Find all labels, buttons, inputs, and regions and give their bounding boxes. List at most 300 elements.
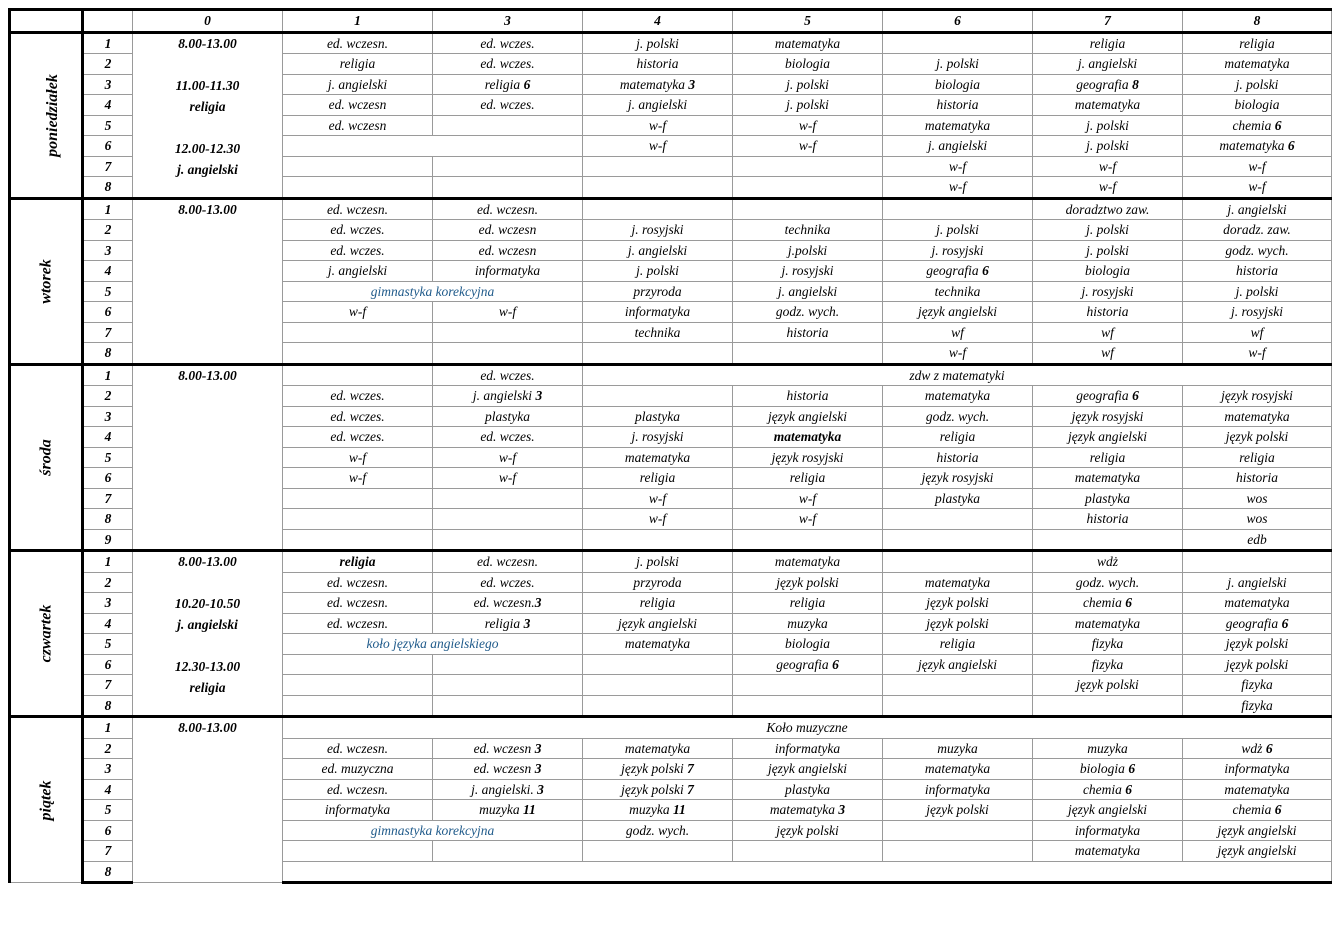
lesson-cell xyxy=(733,551,883,573)
lesson-cell xyxy=(1183,261,1332,282)
lesson-cell xyxy=(1183,240,1332,261)
lesson-number: 9 xyxy=(83,529,133,551)
lesson-cell xyxy=(583,613,733,634)
lesson-cell xyxy=(433,240,583,261)
lesson-number: 2 xyxy=(83,738,133,759)
lesson-subject: j. polski xyxy=(786,76,829,92)
lesson-subject: j. rosyjski xyxy=(1231,304,1283,320)
lesson-cell xyxy=(1033,468,1183,489)
lesson-cell xyxy=(283,54,433,75)
lesson-subject: j.polski xyxy=(787,242,828,258)
lesson-subject: fizyka xyxy=(1091,636,1124,652)
lesson-cell xyxy=(883,281,1033,302)
lesson-cell xyxy=(1183,281,1332,302)
lesson-subject: język angielski xyxy=(617,615,698,631)
lesson-cell xyxy=(733,386,883,407)
lesson-cell xyxy=(1033,54,1183,75)
lesson-cell xyxy=(733,841,883,862)
lesson-subject: j. rosyjski xyxy=(781,263,834,279)
lesson-cell xyxy=(583,364,1332,386)
lesson-cell xyxy=(1183,136,1332,157)
lesson-subject: j. angielski xyxy=(327,263,388,279)
lesson-cell xyxy=(433,695,583,717)
hours-line: 8.00-13.00 xyxy=(178,720,237,735)
lesson-subject: w-f xyxy=(1248,158,1266,174)
lesson-cell xyxy=(433,322,583,343)
lesson-cell xyxy=(733,488,883,509)
lesson-cell xyxy=(1183,654,1332,675)
lesson-subject: informatyka xyxy=(1074,822,1141,838)
lesson-subject: j. polski xyxy=(1235,76,1279,92)
hours-line: 10.20-10.50 xyxy=(174,596,241,611)
lesson-cell xyxy=(583,509,733,530)
lesson-subject: informatyka xyxy=(324,802,391,818)
lesson-cell xyxy=(283,654,433,675)
lesson-subject: matematyka xyxy=(924,761,991,777)
lesson-cell xyxy=(433,302,583,323)
lesson-cell xyxy=(583,220,733,241)
lesson-subject: j. polski xyxy=(936,56,979,72)
hours-line: 8.00-13.00 xyxy=(178,201,237,217)
lesson-number: 7 xyxy=(83,488,133,509)
lesson-number: 7 xyxy=(83,675,133,696)
lesson-cell xyxy=(433,427,583,448)
lesson-cell xyxy=(283,779,433,800)
lesson-cell xyxy=(583,240,733,261)
lesson-cell xyxy=(433,509,583,530)
lesson-subject: w-f xyxy=(348,304,367,320)
lesson-subject: wos xyxy=(1246,511,1268,527)
lesson-number: 4 xyxy=(83,427,133,448)
lesson-subject: w-f xyxy=(348,470,367,486)
lesson-subject: j. angielski xyxy=(627,97,688,113)
lesson-cell xyxy=(433,759,583,780)
lesson-subject: technika xyxy=(634,324,681,340)
lesson-cell xyxy=(433,572,583,593)
lesson-cell xyxy=(733,613,883,634)
lesson-cell xyxy=(433,613,583,634)
lesson-cell xyxy=(883,406,1033,427)
lesson-cell xyxy=(1033,529,1183,551)
room-number: 3 xyxy=(537,781,544,797)
lesson-cell xyxy=(733,468,883,489)
lesson-cell xyxy=(583,738,733,759)
lesson-subject: wf xyxy=(951,324,964,340)
lesson-cell xyxy=(433,177,583,199)
lesson-subject: plastyka xyxy=(485,408,530,424)
lesson-subject: edb xyxy=(1247,531,1267,547)
lesson-cell xyxy=(883,841,1033,862)
day-label: wtorek xyxy=(37,258,55,304)
lesson-cell xyxy=(1183,820,1332,841)
lesson-cell xyxy=(1033,136,1183,157)
column-0-hours xyxy=(133,551,283,717)
lesson-number: 3 xyxy=(83,74,133,95)
lesson-subject: godz. wych. xyxy=(625,822,690,838)
lesson-cell xyxy=(583,654,733,675)
lesson-cell xyxy=(1183,54,1332,75)
hours-line: 8.00-13.00 xyxy=(178,554,237,569)
lesson-subject: religia xyxy=(939,429,976,445)
lesson-cell xyxy=(433,593,583,614)
lesson-cell xyxy=(583,841,733,862)
lesson-subject: matematyka xyxy=(1074,615,1141,631)
room-number: 6 xyxy=(1274,802,1282,818)
lesson-cell xyxy=(733,302,883,323)
lesson-cell xyxy=(433,529,583,551)
lesson-subject: ed. wczesn xyxy=(328,97,387,113)
lesson-cell xyxy=(1033,406,1183,427)
lesson-subject: godz. wych. xyxy=(1225,242,1289,258)
lesson-number: 8 xyxy=(83,695,133,717)
lesson-cell xyxy=(883,156,1033,177)
lesson-subject: język angielski xyxy=(917,304,998,320)
lesson-subject: plastyka xyxy=(785,781,830,797)
lesson-cell xyxy=(283,281,583,302)
lesson-cell xyxy=(1033,343,1183,365)
lesson-cell xyxy=(733,820,883,841)
lesson-subject: przyroda xyxy=(633,574,682,590)
lesson-cell xyxy=(583,95,733,116)
lesson-cell xyxy=(1033,695,1183,717)
lesson-subject: wdż xyxy=(1241,740,1266,756)
lesson-cell xyxy=(283,74,433,95)
lesson-cell xyxy=(1033,302,1183,323)
lesson-cell xyxy=(883,32,1033,54)
lesson-subject: plastyka xyxy=(635,408,680,424)
lesson-subject: j. angielski xyxy=(327,76,388,92)
lesson-number: 3 xyxy=(83,593,133,614)
hours-line: 11.00-11.30 xyxy=(175,77,240,93)
room-number: 3 xyxy=(534,595,542,611)
lesson-subject: zdw z matematyki xyxy=(909,367,1005,383)
lesson-subject: j. polski xyxy=(1086,242,1129,258)
hours-line xyxy=(135,573,280,594)
lesson-subject: język angielski xyxy=(1217,822,1297,838)
lesson-subject: ed. wczesn. xyxy=(326,781,389,797)
lesson-subject: j. polski xyxy=(936,222,979,238)
table-row xyxy=(10,364,1332,386)
lesson-subject: j. polski xyxy=(636,263,679,279)
lesson-subject: religia xyxy=(1239,35,1275,51)
lesson-subject: ed. wczesn xyxy=(473,761,535,777)
lesson-cell xyxy=(883,593,1033,614)
lesson-subject: matematyka xyxy=(769,802,839,818)
lesson-cell xyxy=(733,509,883,530)
lesson-subject: j. rosyjski xyxy=(631,429,684,445)
lesson-subject: ed. wczes. xyxy=(330,429,385,445)
lesson-subject: historia xyxy=(1086,304,1129,320)
lesson-subject: matematyka xyxy=(1224,56,1290,72)
lesson-subject: ed. wczesn. xyxy=(476,554,539,570)
lesson-number: 8 xyxy=(83,861,133,883)
lesson-cell xyxy=(1033,322,1183,343)
lesson-subject: język polski xyxy=(1076,677,1139,693)
lesson-cell xyxy=(883,779,1033,800)
room-number: 11 xyxy=(673,802,686,818)
lesson-cell xyxy=(1033,738,1183,759)
lesson-cell xyxy=(583,593,733,614)
lesson-cell xyxy=(433,447,583,468)
lesson-number: 8 xyxy=(83,177,133,199)
lesson-subject: religia xyxy=(1089,35,1126,51)
lesson-subject: chemia xyxy=(1082,781,1126,797)
room-number: 7 xyxy=(687,781,694,797)
lesson-subject: język angielski xyxy=(767,408,848,424)
lesson-number: 8 xyxy=(83,343,133,365)
lesson-number: 1 xyxy=(83,364,133,386)
lesson-subject: matematyka xyxy=(1074,470,1141,486)
lesson-cell xyxy=(433,468,583,489)
lesson-cell xyxy=(1033,240,1183,261)
lesson-cell xyxy=(283,447,433,468)
lesson-subject: j. polski xyxy=(1086,117,1129,133)
lesson-cell xyxy=(433,54,583,75)
lesson-subject: matematyka xyxy=(1074,843,1141,859)
lesson-cell xyxy=(733,156,883,177)
lesson-cell xyxy=(733,738,883,759)
lesson-number: 6 xyxy=(83,302,133,323)
lesson-cell xyxy=(1183,738,1332,759)
column-0-hours xyxy=(133,364,283,551)
lesson-cell xyxy=(733,695,883,717)
lesson-cell xyxy=(733,54,883,75)
lesson-subject: ed. wczes. xyxy=(480,367,535,383)
lesson-cell xyxy=(1033,841,1183,862)
lesson-cell xyxy=(1033,115,1183,136)
lesson-cell xyxy=(733,220,883,241)
lesson-cell xyxy=(433,386,583,407)
lesson-cell xyxy=(583,695,733,717)
hours-line xyxy=(135,55,280,76)
lesson-cell xyxy=(283,634,583,655)
lesson-subject: religia xyxy=(939,636,976,652)
lesson-cell xyxy=(883,800,1033,821)
lesson-cell xyxy=(733,529,883,551)
lesson-subject: historia xyxy=(1235,470,1278,486)
lesson-cell xyxy=(733,32,883,54)
lesson-cell xyxy=(883,177,1033,199)
lesson-cell xyxy=(1033,156,1183,177)
column-header: 0 xyxy=(133,10,283,33)
lesson-cell xyxy=(883,488,1033,509)
lesson-cell xyxy=(433,220,583,241)
lesson-subject: w-f xyxy=(1248,179,1266,195)
lesson-cell xyxy=(283,261,433,282)
lesson-subject: j. rosyjski xyxy=(931,242,984,258)
lesson-cell xyxy=(883,820,1033,841)
lesson-cell xyxy=(583,675,733,696)
lesson-cell xyxy=(1033,74,1183,95)
lesson-cell xyxy=(283,509,433,530)
lesson-subject: historia xyxy=(786,388,829,404)
lesson-cell xyxy=(1033,427,1183,448)
lesson-cell xyxy=(433,675,583,696)
hours-line: 12.30-13.00 xyxy=(174,659,241,674)
lesson-number: 7 xyxy=(83,322,133,343)
hours-line xyxy=(135,636,280,657)
lesson-cell xyxy=(883,634,1033,655)
lesson-cell xyxy=(283,198,433,220)
lesson-subject: w-f xyxy=(648,511,667,527)
lesson-cell xyxy=(1183,386,1332,407)
lesson-number: 3 xyxy=(83,406,133,427)
room-number: 6 xyxy=(1125,781,1133,797)
lesson-cell xyxy=(1033,198,1183,220)
lesson-number: 2 xyxy=(83,54,133,75)
lesson-cell xyxy=(433,738,583,759)
lesson-cell xyxy=(583,322,733,343)
lesson-cell xyxy=(1033,820,1183,841)
lesson-cell xyxy=(283,177,433,199)
lesson-subject: język polski xyxy=(776,822,839,838)
lesson-subject: w-f xyxy=(798,138,817,154)
day-name xyxy=(10,364,83,551)
lesson-subject: religia xyxy=(1089,449,1126,465)
room-number: matematyka xyxy=(773,429,842,445)
lesson-subject: religia xyxy=(639,470,676,486)
lesson-cell xyxy=(283,95,433,116)
lesson-cell xyxy=(583,779,733,800)
lesson-cell xyxy=(883,447,1033,468)
lesson-cell xyxy=(1033,779,1183,800)
lesson-cell xyxy=(1033,488,1183,509)
lesson-subject: język angielski xyxy=(1217,843,1297,859)
lesson-subject: muzyka xyxy=(479,802,524,818)
lesson-cell xyxy=(433,95,583,116)
lesson-cell xyxy=(583,572,733,593)
lesson-subject: doradztwo zaw. xyxy=(1065,201,1150,217)
lesson-cell xyxy=(433,800,583,821)
lesson-cell xyxy=(583,302,733,323)
lesson-subject: chemia xyxy=(1082,595,1126,611)
lesson-cell xyxy=(733,634,883,655)
room-number: 3 xyxy=(688,76,696,92)
lesson-cell xyxy=(1183,343,1332,365)
lesson-number: 4 xyxy=(83,613,133,634)
lesson-subject: ed. wczesn xyxy=(328,117,387,133)
lesson-cell xyxy=(1033,634,1183,655)
lesson-cell xyxy=(283,386,433,407)
lesson-cell xyxy=(733,427,883,448)
lesson-subject: gimnastyka korekcyjna xyxy=(370,283,495,299)
lesson-subject: język polski xyxy=(926,595,989,611)
lesson-subject: historia xyxy=(936,449,979,465)
lesson-cell xyxy=(883,509,1033,530)
lesson-number: 6 xyxy=(83,136,133,157)
lesson-cell xyxy=(433,654,583,675)
lesson-cell xyxy=(583,386,733,407)
lesson-subject: biologia xyxy=(1079,761,1129,777)
lesson-cell xyxy=(583,820,733,841)
lesson-cell xyxy=(883,198,1033,220)
lesson-subject: ed. wczesn. xyxy=(326,201,389,217)
lesson-cell xyxy=(583,54,733,75)
lesson-subject: język rosyjski xyxy=(771,449,844,465)
lesson-subject: fizyka xyxy=(1091,656,1124,672)
day-label: piątek xyxy=(37,780,55,820)
lesson-subject: ed. wczesn. xyxy=(326,595,389,611)
lesson-subject: religia xyxy=(1239,449,1275,465)
column-header: 5 xyxy=(733,10,883,33)
lesson-subject: w-f xyxy=(948,179,967,195)
lesson-cell xyxy=(433,779,583,800)
lesson-cell xyxy=(733,800,883,821)
room-number: religia xyxy=(339,554,376,570)
lesson-number: 6 xyxy=(83,654,133,675)
lesson-cell xyxy=(883,613,1033,634)
lesson-cell xyxy=(1183,529,1332,551)
lesson-subject: religia xyxy=(789,595,826,611)
column-header: 6 xyxy=(883,10,1033,33)
lesson-cell xyxy=(433,32,583,54)
day-name xyxy=(10,198,83,364)
lesson-cell xyxy=(583,427,733,448)
lesson-subject: plastyka xyxy=(935,490,980,506)
lesson-cell xyxy=(283,613,433,634)
lesson-cell xyxy=(1183,572,1332,593)
lesson-cell xyxy=(1183,177,1332,199)
lesson-subject: wos xyxy=(1246,490,1268,506)
lesson-subject: ed. wczes. xyxy=(330,388,385,404)
lesson-subject: język polski xyxy=(926,802,989,818)
lesson-subject: informatyka xyxy=(624,304,691,320)
lesson-cell xyxy=(883,695,1033,717)
lesson-cell xyxy=(283,572,433,593)
column-header xyxy=(83,10,133,33)
lesson-subject: w-f xyxy=(948,345,967,361)
table-row xyxy=(10,198,1332,220)
lesson-cell xyxy=(283,551,433,573)
lesson-cell xyxy=(1183,427,1332,448)
lesson-cell xyxy=(733,115,883,136)
lesson-subject: w-f xyxy=(798,490,817,506)
table-row xyxy=(10,717,1332,739)
lesson-number: 2 xyxy=(83,572,133,593)
lesson-cell xyxy=(1183,759,1332,780)
lesson-cell xyxy=(883,220,1033,241)
lesson-cell xyxy=(583,74,733,95)
lesson-subject: historia xyxy=(636,56,679,72)
lesson-cell xyxy=(1183,613,1332,634)
lesson-subject: wdż xyxy=(1096,554,1118,570)
lesson-number: 1 xyxy=(83,551,133,573)
lesson-cell xyxy=(433,115,583,136)
lesson-subject: matematyka xyxy=(924,574,991,590)
lesson-cell xyxy=(1183,488,1332,509)
lesson-cell xyxy=(883,261,1033,282)
lesson-cell xyxy=(733,74,883,95)
lesson-cell xyxy=(283,759,433,780)
lesson-cell xyxy=(883,54,1033,75)
lesson-subject: język polski xyxy=(621,781,688,797)
hours-line xyxy=(135,118,280,139)
lesson-cell xyxy=(283,406,433,427)
room-number: 8 xyxy=(1132,76,1139,92)
lesson-subject: ed. wczes. xyxy=(330,222,385,238)
lesson-subject: matematyka xyxy=(1224,781,1290,797)
lesson-cell xyxy=(583,447,733,468)
lesson-subject: ed. wczes. xyxy=(330,408,385,424)
lesson-subject: ed. wczesn xyxy=(473,740,535,756)
lesson-subject: chemia xyxy=(1232,802,1275,818)
lesson-cell xyxy=(1033,386,1183,407)
lesson-cell xyxy=(1033,95,1183,116)
lesson-cell xyxy=(583,32,733,54)
lesson-number: 2 xyxy=(83,386,133,407)
lesson-number: 8 xyxy=(83,509,133,530)
lesson-subject: ed. wczesn xyxy=(478,222,537,238)
